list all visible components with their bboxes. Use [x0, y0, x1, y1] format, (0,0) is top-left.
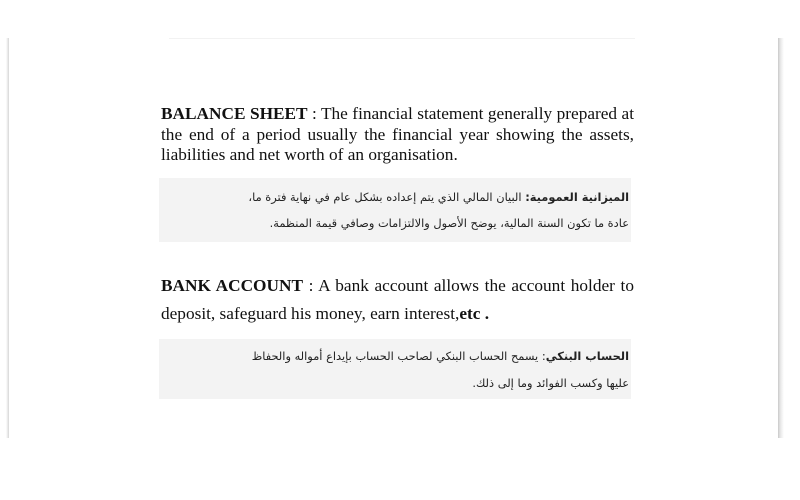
bank-account-term: BANK ACCOUNT	[161, 276, 303, 295]
bank-account-arabic-text-1: : يسمح الحساب البنكي لصاحب الحساب بإيداع أمواله والحفاظ	[251, 349, 546, 363]
bank-account-arabic-text-2: عليها وكسب الفوائد وما إلى ذلك.	[472, 376, 629, 390]
balance-sheet-arabic-text-2: عادة ما تكون السنة المالية، يوضح الأصول والالتزامات وصافي قيمة المنظمة.	[269, 216, 629, 230]
arabic-line-1	[161, 184, 629, 210]
balance-sheet-term: BALANCE SHEET	[161, 104, 308, 123]
bank-account-arabic-term: الحساب البنكي	[545, 349, 629, 363]
bank-account-definition	[161, 272, 634, 328]
balance-sheet-text: : The financial statement generally prepared at the end of a period usually the financial year showing the assets, liabilities and net worth of an organisation.	[161, 104, 634, 164]
page-right-shadow	[778, 38, 787, 438]
balance-sheet-arabic-text-1: البيان المالي الذي يتم إعداده بشكل عام في نهاية فترة ما،	[248, 190, 526, 204]
balance-sheet-definition	[161, 104, 634, 166]
balance-sheet-arabic-translation	[159, 178, 631, 242]
bank-account-text-end: etc .	[459, 304, 490, 323]
bank-account-text: : A bank account allows the account holder to deposit, safeguard his money, earn interest,	[161, 276, 634, 323]
bank-account-arabic-translation	[159, 339, 631, 399]
balance-sheet-arabic-term: الميزانية العمومية:	[525, 190, 629, 204]
document-page	[9, 38, 778, 438]
page-left-shadow	[0, 38, 9, 438]
page-top-divider	[169, 38, 635, 39]
arabic-line-1	[161, 343, 629, 370]
